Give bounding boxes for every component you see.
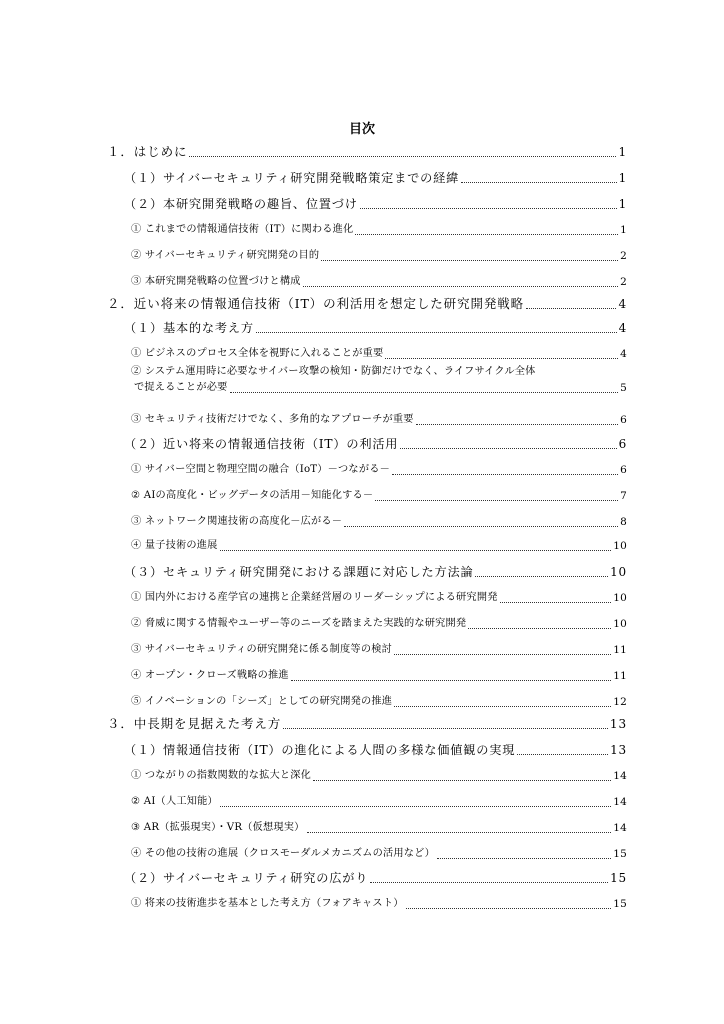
toc-page-number: 2 [620, 276, 627, 288]
dot-leader [461, 176, 616, 183]
toc-entry[interactable] [0, 790, 724, 810]
dot-leader [321, 254, 618, 261]
toc-entry-label: （３）セキュリティ研究開発における課題に対応した方法論 [124, 565, 474, 579]
toc-entry-label: ② AIの高度化・ビッグデータの活用－知能化する－ [131, 490, 374, 501]
toc-entry[interactable] [0, 244, 724, 264]
toc-entry[interactable] [0, 408, 724, 428]
toc-entry-label: ① これまでの情報通信技術（IT）に関わる進化 [131, 224, 354, 235]
dot-leader [256, 326, 617, 333]
dot-leader [394, 648, 611, 655]
toc-entry-label: ① サイバー空間と物理空間の融合（IoT）－つながる－ [131, 464, 390, 475]
toc-entry-label: １．はじめに [107, 144, 188, 159]
toc-entry-label: ① ビジネスのプロセス全体を視野に入れることが重要 [131, 348, 384, 359]
toc-page-number: 15 [613, 898, 627, 910]
toc-page-number: 1 [620, 224, 627, 236]
toc-page-number: 10 [610, 565, 627, 579]
toc-entry[interactable] [0, 510, 724, 530]
toc-page-number: 13 [610, 743, 627, 757]
toc-entry-label: ③ サイバーセキュリティの研究開発に係る制度等の検討 [131, 644, 392, 655]
toc-entry-label: （２）本研究開発戦略の趣旨、位置づけ [124, 197, 358, 211]
toc-entry[interactable] [0, 484, 724, 504]
dot-leader [230, 386, 619, 393]
toc-page-number: 10 [613, 618, 627, 630]
toc-entry-label: ② 脅威に関する情報やユーザー等のニーズを踏まえた実践的な研究開発 [131, 618, 467, 629]
toc-page-number: 1 [618, 171, 627, 185]
toc-entry-label: （１）情報通信技術（IT）の進化による人間の多様な価値観の実現 [124, 743, 516, 757]
toc-page-number: 14 [613, 796, 627, 808]
dot-leader [344, 520, 618, 527]
toc-entry[interactable] [0, 690, 724, 710]
toc-entry-label: ① 国内外における産学官の連携と企業経営層のリーダーシップによる研究開発 [131, 592, 498, 603]
dot-leader [283, 722, 608, 729]
toc-entry[interactable] [0, 738, 724, 758]
toc-entry[interactable] [0, 534, 724, 554]
toc-entry[interactable] [0, 638, 724, 658]
toc-page-number: 10 [613, 540, 627, 552]
dot-leader [406, 902, 612, 909]
toc-entry-label: （２）サイバーセキュリティ研究の広がり [124, 871, 369, 885]
toc-page-number: 4 [618, 297, 627, 311]
toc-entry-label: ④ その他の技術の進展（クロスモーダルメカニズムの活用など） [131, 848, 435, 859]
toc-entry[interactable] [0, 764, 724, 784]
toc-entry[interactable] [0, 342, 724, 362]
toc-page-number: 7 [620, 490, 627, 502]
toc-entry-label-continued: で捉えることが必要 [134, 382, 228, 393]
toc-entry-label: （１）サイバーセキュリティ研究開発戦略策定までの経緯 [124, 171, 460, 185]
toc-entry[interactable] [0, 712, 724, 732]
toc-page-number: 8 [620, 516, 627, 528]
toc-entry[interactable] [0, 166, 724, 186]
toc-entry[interactable] [0, 270, 724, 290]
toc-entry-label: ② システム運用時に必要なサイバー攻撃の検知・防御だけでなく、ライフサイクル全体 [131, 366, 536, 377]
toc-entry[interactable] [131, 364, 627, 396]
toc-entry-label: ① 将来の技術進歩を基本とした考え方（フォアキャスト） [131, 898, 404, 909]
toc-page-number: 11 [613, 670, 627, 682]
dot-leader [370, 876, 608, 883]
toc-page-number: 6 [620, 414, 627, 426]
toc-entry[interactable] [0, 842, 724, 862]
dot-leader [303, 280, 618, 287]
dot-leader [526, 302, 616, 309]
toc-page-number: 4 [620, 348, 627, 360]
toc-entry[interactable] [0, 140, 724, 160]
dot-leader [307, 826, 612, 833]
toc-entry[interactable] [0, 892, 724, 912]
toc-entry-label: ③ 本研究開発戦略の位置づけと構成 [131, 276, 301, 287]
toc-page-number: 14 [613, 822, 627, 834]
dot-leader [313, 774, 611, 781]
toc-entry[interactable] [0, 560, 724, 580]
toc-entry-label: ② AI（人工知能） [131, 796, 218, 807]
dot-leader [189, 150, 616, 157]
dot-leader [355, 228, 618, 235]
dot-leader [220, 800, 611, 807]
toc-page-number: 14 [613, 770, 627, 782]
toc-entry[interactable] [0, 866, 724, 886]
dot-leader [468, 622, 611, 629]
toc-entry-label: ④ 量子技術の進展 [131, 540, 218, 551]
toc-page-number: 5 [620, 382, 627, 394]
dot-leader [437, 852, 611, 859]
toc-entry-label: ④ オープン・クローズ戦略の推進 [131, 670, 289, 681]
dot-leader [385, 352, 618, 359]
dot-leader [475, 570, 608, 577]
toc-page-number: 2 [620, 250, 627, 262]
toc-entry-label: （２）近い将来の情報通信技術（IT）の利活用 [124, 437, 399, 451]
toc-entry-label: ③ セキュリティ技術だけでなく、多角的なアプローチが重要 [131, 414, 414, 425]
toc-page-number: 13 [609, 717, 627, 731]
toc-entry-label: ③ ネットワーク関連技術の高度化－広がる－ [131, 516, 343, 527]
toc-entry-label: ２．近い将来の情報通信技術（IT）の利活用を想定した研究開発戦略 [107, 296, 525, 311]
dot-leader [291, 674, 611, 681]
toc-page-number: 1 [618, 145, 627, 159]
toc-page-number: 4 [618, 321, 627, 335]
toc-entry[interactable] [0, 292, 724, 312]
toc-entry[interactable] [0, 586, 724, 606]
toc-entry[interactable] [0, 664, 724, 684]
dot-leader [416, 418, 618, 425]
toc-entry-label: （１）基本的な考え方 [124, 321, 254, 335]
dot-leader [517, 748, 608, 755]
toc-entry[interactable] [0, 218, 724, 238]
toc-page-number: 15 [613, 848, 627, 860]
toc-entry[interactable] [0, 316, 724, 336]
toc-entry-label: ② サイバーセキュリティ研究開発の目的 [131, 250, 320, 261]
dot-leader [360, 202, 617, 209]
toc-entry-label: ⑤ イノベーションの「シーズ」としての研究開発の推進 [131, 696, 393, 707]
dot-leader [220, 544, 612, 551]
toc-entry[interactable] [0, 816, 724, 836]
toc-page-number: 6 [620, 464, 627, 476]
toc-entry-label: ① つながりの指数関数的な拡大と深化 [131, 770, 312, 781]
dot-leader [392, 468, 618, 475]
toc-page-number: 1 [618, 197, 627, 211]
dot-leader [500, 596, 612, 603]
toc-page-number: 6 [618, 437, 627, 451]
dot-leader [400, 442, 616, 449]
toc-title: 目次 [348, 122, 375, 137]
toc-entry[interactable] [0, 458, 724, 478]
toc-page-number: 12 [613, 696, 627, 708]
toc-entry[interactable] [0, 432, 724, 452]
toc-entry[interactable] [0, 192, 724, 212]
toc-entry[interactable] [0, 612, 724, 632]
toc-page-number: 10 [613, 592, 627, 604]
toc-entry-label: ３．中長期を見据えた考え方 [107, 716, 282, 731]
dot-leader [394, 700, 611, 707]
toc-page-number: 11 [613, 644, 627, 656]
toc-page-number: 15 [610, 871, 627, 885]
dot-leader [375, 494, 618, 501]
toc-entry-label: ③ AR（拡張現実）・VR（仮想現実） [131, 822, 305, 833]
